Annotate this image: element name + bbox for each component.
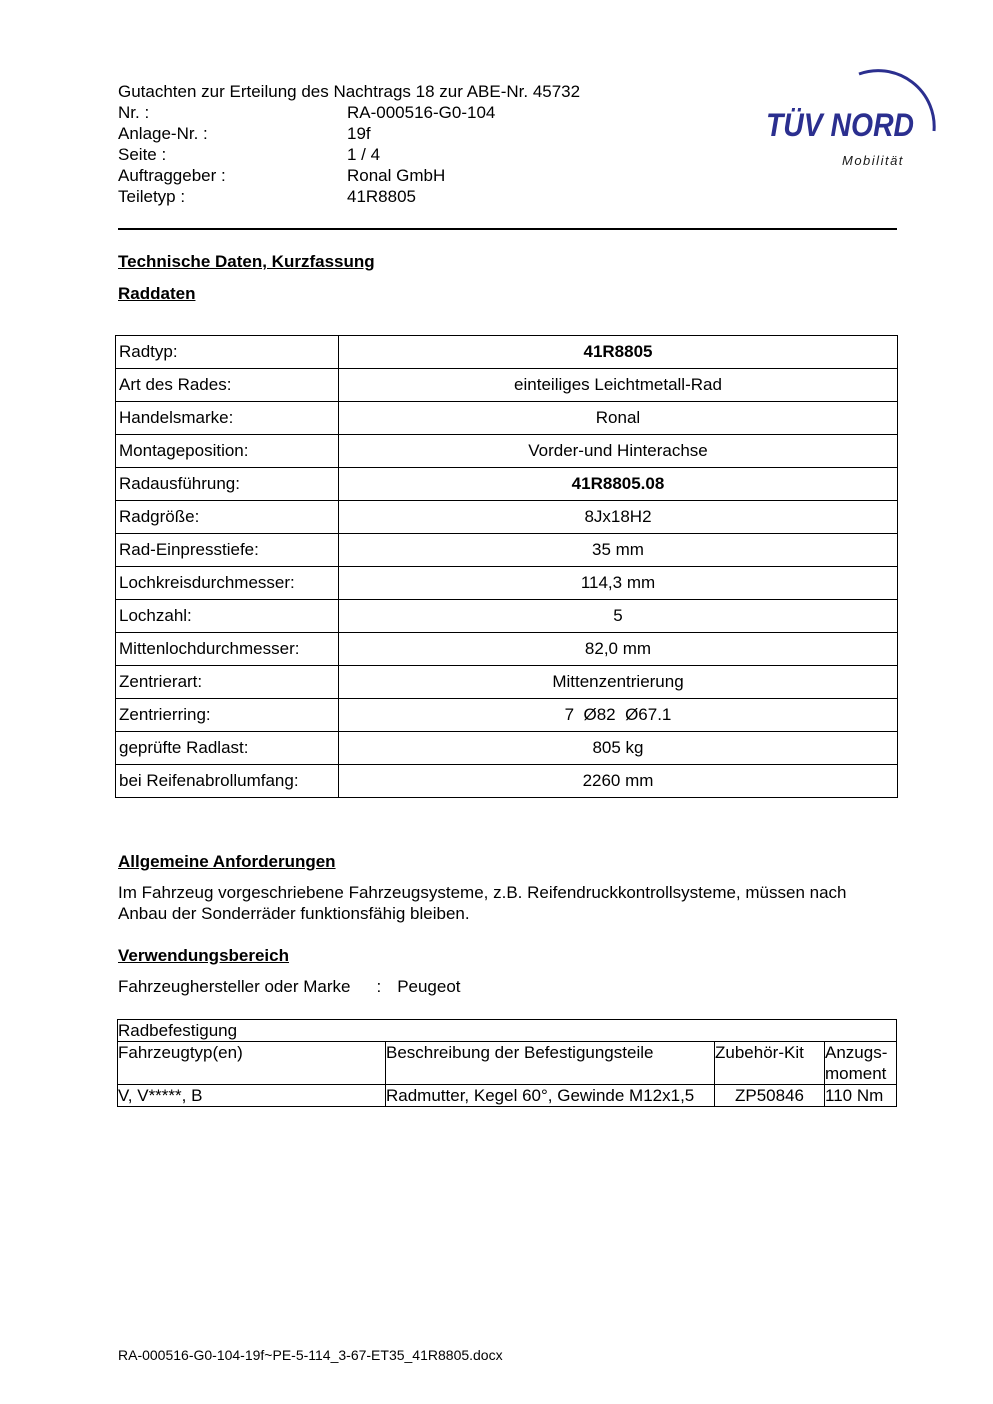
header-row-auftraggeber	[118, 165, 580, 186]
column-header: Beschreibung der Befestigungsteile	[386, 1042, 715, 1085]
table-row	[118, 1085, 897, 1107]
row-label: Art des Rades:	[116, 369, 339, 402]
row-value: 35 mm	[339, 534, 898, 567]
usage-label: Fahrzeughersteller oder Marke	[118, 977, 351, 996]
row-value: einteiliges Leichtmetall-Rad	[339, 369, 898, 402]
header-value: 19f	[347, 124, 371, 143]
column-header: Zubehör-Kit	[715, 1042, 825, 1085]
usage-value: Peugeot	[397, 977, 461, 996]
table-row	[116, 468, 898, 501]
header-key: Anlage-Nr. :	[118, 124, 208, 143]
table-row	[116, 732, 898, 765]
row-value: Vorder-und Hinterachse	[339, 435, 898, 468]
row-value: 5	[339, 600, 898, 633]
row-label: Mittenlochdurchmesser:	[116, 633, 339, 666]
table-row	[116, 633, 898, 666]
table-cell: V, V*****, B	[118, 1085, 386, 1107]
table-cell: Radmutter, Kegel 60°, Gewinde M12x1,5	[386, 1085, 715, 1107]
header-key: Teiletyp :	[118, 187, 186, 206]
row-label: geprüfte Radlast:	[116, 732, 339, 765]
row-label: bei Reifenabrollumfang:	[116, 765, 339, 798]
wheel-fixing-table	[117, 1019, 897, 1107]
table-row	[116, 567, 898, 600]
row-value: 805 kg	[339, 732, 898, 765]
header-value: RA-000516-G0-104	[347, 103, 496, 122]
header-divider	[118, 228, 897, 230]
row-label: Zentrierring:	[116, 699, 339, 732]
row-value: 82,0 mm	[339, 633, 898, 666]
row-value: 2260 mm	[339, 765, 898, 798]
table-cell: 110 Nm	[825, 1085, 897, 1107]
header-key: Seite :	[118, 145, 167, 164]
header-key: Nr. :	[118, 103, 150, 122]
row-label: Zentrierart:	[116, 666, 339, 699]
table-row	[116, 369, 898, 402]
section-heading-general: Allgemeine Anforderungen	[118, 852, 336, 871]
row-value: Mittenzentrierung	[339, 666, 898, 699]
table-cell: ZP50846	[715, 1085, 825, 1107]
header-key: Auftraggeber :	[118, 166, 226, 185]
section-heading-wheel-data: Raddaten	[118, 284, 196, 303]
general-requirements-text: Im Fahrzeug vorgeschriebene Fahrzeugsysteme, z.B. Reifendruckkontrollsysteme, müssen nach Anbau der Sonderräder funktionsfähig bleiben.	[118, 883, 847, 923]
footer-filename: RA-000516-G0-104-19f~PE-5-114_3-67-ET35_41R8805.docx	[118, 1347, 503, 1363]
usage-line	[118, 977, 461, 997]
row-label: Handelsmarke:	[116, 402, 339, 435]
table-row	[116, 666, 898, 699]
row-label: Montageposition:	[116, 435, 339, 468]
table-row	[116, 600, 898, 633]
table-row	[116, 435, 898, 468]
wheel-data-table	[115, 335, 898, 798]
row-value: 7 Ø82 Ø67.1	[339, 699, 898, 732]
header-value: Ronal GmbH	[347, 166, 446, 185]
header-row-nr	[118, 102, 580, 123]
row-label: Radausführung:	[116, 468, 339, 501]
table-row	[116, 336, 898, 369]
row-value: 41R8805	[339, 336, 898, 369]
tuv-nord-logo	[764, 56, 944, 174]
header-row-teiletyp	[118, 186, 580, 207]
column-header: Anzugs-moment	[825, 1042, 897, 1085]
section-heading-technical: Technische Daten, Kurzfassung	[118, 252, 375, 271]
table-row	[116, 402, 898, 435]
header-title: Gutachten zur Erteilung des Nachtrags 18 zur ABE-Nr. 45732	[118, 82, 581, 101]
logo-brand-text: TÜV NORD	[766, 107, 914, 143]
row-label: Rad-Einpresstiefe:	[116, 534, 339, 567]
table-title: Radbefestigung	[118, 1020, 897, 1042]
table-title-row	[118, 1020, 897, 1042]
table-row	[116, 765, 898, 798]
table-row	[116, 534, 898, 567]
table-row	[116, 501, 898, 534]
row-value: Ronal	[339, 402, 898, 435]
section-heading-usage: Verwendungsbereich	[118, 946, 289, 965]
row-value: 8Jx18H2	[339, 501, 898, 534]
header-row-seite	[118, 144, 580, 165]
column-header: Fahrzeugtyp(en)	[118, 1042, 386, 1085]
header-value: 1 / 4	[347, 145, 381, 164]
table-row	[116, 699, 898, 732]
usage-separator: :	[376, 977, 382, 996]
logo-sub-text: Mobilität	[842, 153, 904, 168]
document-header	[118, 81, 580, 207]
header-value: 41R8805	[347, 187, 417, 206]
row-label: Lochzahl:	[116, 600, 339, 633]
row-value: 114,3 mm	[339, 567, 898, 600]
header-row-anlage	[118, 123, 580, 144]
row-label: Radgröße:	[116, 501, 339, 534]
table-header-row	[118, 1042, 897, 1085]
row-label: Lochkreisdurchmesser:	[116, 567, 339, 600]
row-value: 41R8805.08	[339, 468, 898, 501]
row-label: Radtyp:	[116, 336, 339, 369]
